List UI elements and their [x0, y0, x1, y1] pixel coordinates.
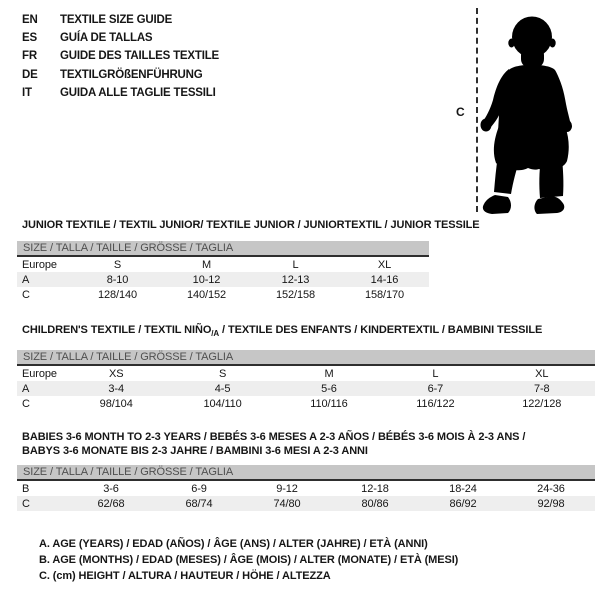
- value-cell: 152/158: [275, 288, 316, 301]
- value-cell: 80/86: [361, 497, 389, 510]
- size-header-cell: XS: [108, 367, 124, 380]
- row-label: B: [22, 482, 30, 495]
- language-code: EN: [22, 14, 38, 26]
- measurement-legend: [39, 536, 600, 584]
- row-label: C: [22, 397, 30, 410]
- guide-title-it: GUIDA ALLE TAGLIE TESSILI: [60, 86, 216, 99]
- table-row-a: [17, 272, 429, 287]
- region-header-cell: Europe: [22, 367, 57, 380]
- value-cell: 24-36: [537, 482, 565, 495]
- language-code: ES: [22, 32, 37, 45]
- size-tables-content: [0, 218, 600, 584]
- value-cell: 158/170: [364, 288, 405, 301]
- table-header-row: [17, 257, 429, 272]
- value-cell: 74/80: [273, 497, 301, 510]
- legend-line-a: A. AGE (YEARS) / EDAD (AÑOS) / ÂGE (ANS) / ALTER (JAHRE) / ETÀ (ANNI): [39, 538, 428, 551]
- row-label: A: [22, 382, 30, 395]
- table-row-a: [17, 381, 595, 396]
- language-code: FR: [22, 50, 37, 63]
- language-code: IT: [22, 86, 32, 99]
- section-title-babies: [22, 430, 600, 458]
- table-row-c: [17, 287, 429, 302]
- table-row-c: [17, 496, 595, 511]
- language-title-list: [22, 11, 219, 102]
- junior-size-table: [17, 257, 429, 302]
- title-line-2: BABYS 3-6 MONATE BIS 2-3 JAHRE / BAMBINI 3-6 MESI A 2-3 ANNI: [22, 445, 368, 458]
- value-cell: 12-18: [361, 482, 389, 495]
- size-header-bar: SIZE / TALLA / TAILLE / GRÖSSE / TAGLIA: [17, 350, 595, 366]
- title-text: CHILDREN'S TEXTILE / TEXTIL NIÑO: [22, 324, 212, 336]
- value-cell: 104/110: [203, 397, 242, 410]
- value-cell: 122/128: [522, 397, 562, 410]
- size-header-bar: SIZE / TALLA / TAILLE / GRÖSSE / TAGLIA: [17, 465, 595, 481]
- value-cell: 98/104: [99, 397, 133, 410]
- value-cell: 6-7: [427, 382, 444, 395]
- value-cell: 62/68: [97, 497, 125, 510]
- value-cell: 14-16: [370, 273, 399, 286]
- size-header-cell: XL: [377, 258, 392, 271]
- row-label: C: [22, 288, 30, 301]
- value-cell: 12-13: [281, 273, 310, 286]
- value-cell: 86/92: [449, 497, 477, 510]
- value-cell: 110/116: [310, 397, 348, 410]
- value-cell: 3-6: [103, 482, 119, 495]
- value-cell: 92/98: [537, 497, 565, 510]
- guide-title-es: GUÍA DE TALLAS: [60, 32, 153, 45]
- value-cell: 128/140: [97, 288, 138, 301]
- childrens-size-table: [17, 366, 595, 411]
- language-row-en: [22, 11, 219, 29]
- value-cell: 116/122: [416, 397, 455, 410]
- row-label: A: [22, 273, 30, 286]
- row-label: C: [22, 497, 30, 510]
- guide-title-fr: GUIDE DES TAILLES TEXTILE: [60, 50, 219, 63]
- header: [0, 0, 600, 216]
- value-cell: 9-12: [276, 482, 298, 495]
- value-cell: 68/74: [185, 497, 213, 510]
- guide-title-en: TEXTILE SIZE GUIDE: [60, 14, 173, 26]
- value-cell: 4-5: [214, 382, 231, 395]
- size-header-cell: L: [432, 367, 439, 380]
- language-row-es: [22, 29, 219, 47]
- section-title-junior: JUNIOR TEXTILE / TEXTIL JUNIOR/ TEXTILE JUNIOR / JUNIORTEXTIL / JUNIOR TESSILE: [22, 219, 480, 231]
- section-babies-textile: [17, 430, 600, 511]
- region-header-cell: Europe: [22, 258, 57, 271]
- size-header-cell: L: [292, 258, 299, 271]
- value-cell: 10-12: [192, 273, 221, 286]
- title-text: / TEXTILE DES ENFANTS / KINDERTEXTIL / BAMBINI TESSILE: [219, 324, 543, 336]
- size-header-cell: XL: [535, 367, 549, 380]
- value-cell: 8-10: [106, 273, 129, 286]
- measure-c-label: C: [456, 105, 465, 119]
- value-cell: 5-6: [321, 382, 337, 395]
- section-junior-textile: [17, 218, 600, 302]
- section-childrens-textile: [17, 323, 600, 411]
- language-code: DE: [22, 68, 38, 81]
- guide-title-de: TEXTILGRÖßENFÜHRUNG: [60, 68, 203, 81]
- size-header-cell: S: [113, 258, 122, 271]
- table-header-row: [17, 366, 595, 381]
- size-header-bar: SIZE / TALLA / TAILLE / GRÖSSE / TAGLIA: [17, 241, 429, 257]
- height-measure-figure: [445, 6, 597, 214]
- table-row-b: [17, 481, 595, 496]
- value-cell: 6-9: [191, 482, 207, 495]
- table-row-c: [17, 396, 595, 411]
- value-cell: 3-4: [108, 382, 124, 395]
- babies-size-table: [17, 481, 595, 511]
- legend-line-b: B. AGE (MONTHS) / EDAD (MESES) / ÂGE (MOIS) / ALTER (MONATE) / ETÀ (MESI): [39, 554, 459, 567]
- size-header-cell: M: [201, 258, 212, 271]
- legend-line-c: C. (cm) HEIGHT / ALTURA / HAUTEUR / HÖHE / ALTEZZA: [39, 570, 331, 583]
- title-line-1: BABIES 3-6 MONTH TO 2-3 YEARS / BEBÉS 3-6 MESES A 2-3 AÑOS / BÉBÉS 3-6 MOIS À 2-3 ANS /: [22, 431, 526, 444]
- language-row-it: [22, 84, 219, 102]
- title-subscript: /A: [211, 329, 220, 339]
- section-title-childrens: [22, 323, 600, 341]
- language-row-fr: [22, 47, 219, 65]
- value-cell: 18-24: [449, 482, 477, 495]
- toddler-silhouette-icon: [475, 10, 585, 215]
- size-header-cell: M: [324, 367, 334, 380]
- language-row-de: [22, 66, 219, 84]
- value-cell: 7-8: [533, 382, 550, 395]
- size-header-cell: S: [218, 367, 227, 380]
- value-cell: 140/152: [186, 288, 227, 301]
